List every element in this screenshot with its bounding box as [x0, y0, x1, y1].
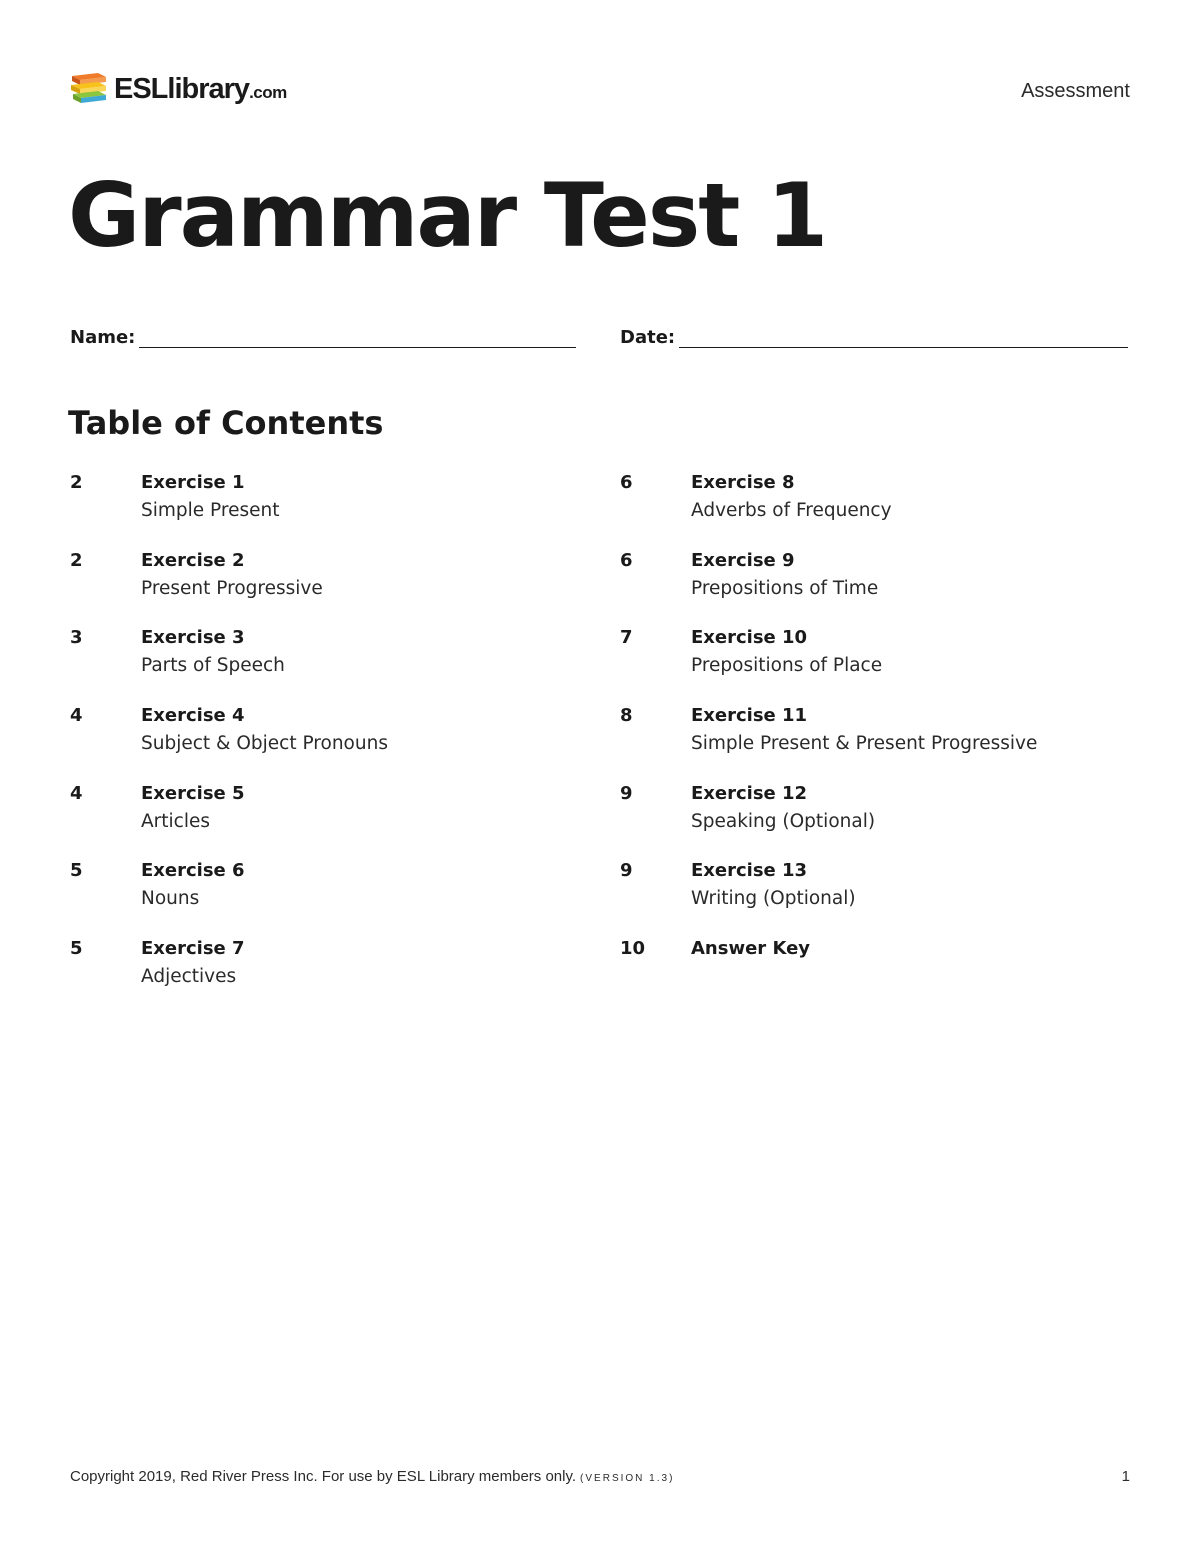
logo-suffix-text: .com: [249, 82, 287, 102]
logo-main-text: ESLlibrary: [114, 72, 250, 105]
toc-page-number: 2: [70, 472, 83, 493]
page-number: 1: [1121, 1468, 1130, 1485]
toc-entry[interactable]: [70, 703, 550, 781]
toc-entry-title: Exercise 5: [141, 782, 245, 804]
toc-page-number: 4: [70, 782, 83, 804]
footer-copyright: [70, 1468, 674, 1485]
toc-entry-title: Exercise 12: [691, 782, 808, 804]
toc-page-number: 6: [620, 472, 633, 493]
toc-column-left: [70, 470, 550, 1014]
toc-entry[interactable]: [70, 625, 550, 703]
toc-page-number: 10: [620, 938, 646, 960]
toc-entry[interactable]: [620, 703, 1100, 781]
toc-page-number: 8: [620, 705, 633, 727]
toc-entry-subtitle: Adverbs of Frequency: [691, 500, 892, 521]
toc-entry-title: Exercise 3: [141, 627, 245, 649]
toc-entry-title: Exercise 6: [141, 860, 245, 882]
toc-entry-subtitle: Prepositions of Time: [691, 577, 879, 599]
toc-entry-subtitle: Parts of Speech: [141, 655, 285, 677]
date-field[interactable]: [620, 322, 1128, 348]
toc-entry-subtitle: Prepositions of Place: [691, 655, 883, 677]
toc-entry-title: Exercise 13: [691, 860, 808, 882]
copyright-text: Copyright 2019, Red River Press Inc. For use by ESL Library members only.: [70, 1468, 577, 1485]
toc-entry-title: Exercise 1: [141, 472, 245, 493]
name-label: Name:: [70, 327, 136, 348]
toc-entry-title: Answer Key: [691, 938, 811, 960]
toc-page-number: 9: [620, 782, 633, 804]
name-line[interactable]: [139, 327, 576, 348]
toc-entry-title: Exercise 11: [691, 705, 808, 727]
toc-entry-subtitle: Simple Present: [141, 500, 280, 521]
toc-heading: Table of Contents: [68, 404, 384, 442]
date-label: Date:: [620, 327, 676, 348]
toc-page-number: 5: [70, 938, 83, 960]
toc-page-number: 6: [620, 549, 633, 571]
toc-page-number: 9: [620, 860, 633, 882]
version-text: (VERSION 1.3): [580, 1473, 675, 1484]
toc-entry-subtitle: Simple Present & Present Progressive: [691, 733, 1038, 755]
toc-entry[interactable]: [620, 470, 1100, 548]
toc-entry[interactable]: [620, 936, 1100, 1014]
toc-entry-subtitle: Speaking (Optional): [691, 810, 876, 832]
toc-entry[interactable]: [70, 781, 550, 859]
toc-entry[interactable]: [70, 858, 550, 936]
toc-page-number: 4: [70, 705, 83, 727]
toc-entry[interactable]: [620, 858, 1100, 936]
toc-entry-title: Exercise 2: [141, 549, 245, 571]
toc-column-right: [620, 470, 1100, 1014]
toc-entry[interactable]: [620, 548, 1100, 626]
name-field[interactable]: [70, 322, 576, 348]
date-line[interactable]: [679, 327, 1128, 348]
header-category-label: Assessment: [1021, 80, 1130, 102]
toc-entry-subtitle: Adjectives: [141, 966, 237, 988]
toc-entry[interactable]: [70, 548, 550, 626]
toc-entry-title: Exercise 9: [691, 549, 795, 571]
toc-entry[interactable]: [620, 781, 1100, 859]
toc-entry[interactable]: [70, 936, 550, 1014]
toc-entry-subtitle: Present Progressive: [141, 577, 323, 599]
toc-entry-title: Exercise 10: [691, 627, 808, 649]
logo-wordmark: [114, 72, 287, 105]
toc-entry[interactable]: [70, 470, 550, 548]
toc-entry-subtitle: Nouns: [141, 888, 200, 910]
toc-entry-subtitle: Writing (Optional): [691, 888, 856, 910]
toc-entry-title: Exercise 4: [141, 705, 245, 727]
esl-library-logo[interactable]: [70, 70, 287, 108]
toc-entry-title: Exercise 7: [141, 938, 245, 960]
page-title: Grammar Test 1: [68, 164, 827, 267]
toc-page-number: 7: [620, 627, 633, 649]
toc-entry-subtitle: Articles: [141, 810, 210, 832]
toc-page-number: 5: [70, 860, 83, 882]
toc-entry-subtitle: Subject & Object Pronouns: [141, 733, 388, 755]
toc-entry-title: Exercise 8: [691, 472, 795, 493]
toc-page-number: 2: [70, 549, 83, 571]
toc-page-number: 3: [70, 627, 83, 649]
book-stack-icon: [70, 70, 108, 108]
toc-entry[interactable]: [620, 625, 1100, 703]
